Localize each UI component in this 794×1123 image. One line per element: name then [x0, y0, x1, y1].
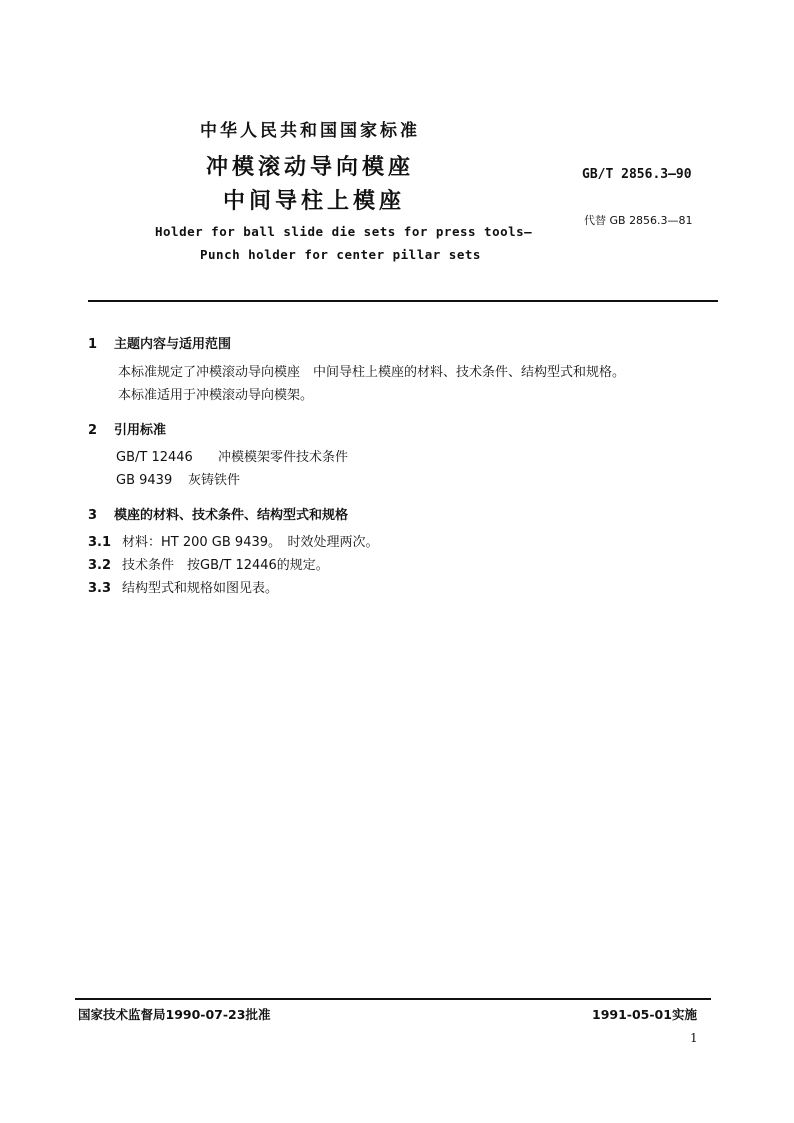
- section-1-number: 1: [88, 337, 98, 352]
- header-divider: [88, 300, 718, 302]
- section-3-title: 模座的材料、技术条件、结构型式和规格: [114, 508, 349, 523]
- standard-number: GB/T 2856.3—90: [582, 167, 692, 182]
- title-line-2: 中间导柱上模座: [223, 189, 406, 214]
- section-1-paragraph-2: 本标准适用于冲模滚动导向模架。: [118, 388, 314, 403]
- english-title-line-2: Punch holder for center pillar sets: [200, 247, 481, 262]
- footer-divider: [75, 998, 711, 1000]
- title-line-1: 冲模滚动导向模座: [206, 155, 415, 180]
- reference-1: [116, 446, 348, 465]
- section-2-heading: [88, 419, 166, 438]
- reference-2: [116, 469, 240, 488]
- clause-3-2-number: 3.2: [88, 558, 112, 573]
- reference-2-title: 灰铸铁件: [188, 473, 241, 488]
- section-1-paragraph-1: 本标准规定了冲模滚动导向模座 中间导柱上模座的材料、技术条件、结构型式和规格。: [118, 365, 626, 380]
- section-2-title: 引用标准: [114, 423, 167, 438]
- replaces-note: 代替 GB 2856.3—81: [584, 214, 693, 227]
- clause-3-3: [88, 577, 278, 596]
- reference-1-title: 冲模模架零件技术条件: [218, 450, 349, 465]
- section-1-title: 主题内容与适用范围: [114, 337, 232, 352]
- english-title-line-1: Holder for ball slide die sets for press tools—: [155, 224, 533, 239]
- section-3-number: 3: [88, 508, 98, 523]
- reference-1-code: GB/T 12446: [116, 450, 193, 465]
- clause-3-2: [88, 554, 329, 573]
- effective-date: 1991-05-01实施: [592, 1007, 697, 1022]
- clause-3-1: [88, 531, 379, 550]
- approval-note: 国家技术监督局1990-07-23批准: [78, 1007, 271, 1022]
- section-3-heading: [88, 504, 348, 523]
- clause-3-3-number: 3.3: [88, 581, 112, 596]
- clause-3-2-text: 技术条件 按GB/T 12446的规定。: [122, 558, 329, 573]
- clause-3-1-number: 3.1: [88, 535, 112, 550]
- section-1-heading: [88, 333, 231, 352]
- page-number: 1: [690, 1031, 698, 1045]
- section-2-number: 2: [88, 423, 98, 438]
- clause-3-3-text: 结构型式和规格如图见表。: [122, 581, 279, 596]
- issuer-heading: 中华人民共和国国家标准: [200, 121, 420, 141]
- clause-3-1-text: 材料：HT 200 GB 9439。 时效处理两次。: [122, 535, 379, 550]
- reference-2-code: GB 9439: [116, 473, 173, 488]
